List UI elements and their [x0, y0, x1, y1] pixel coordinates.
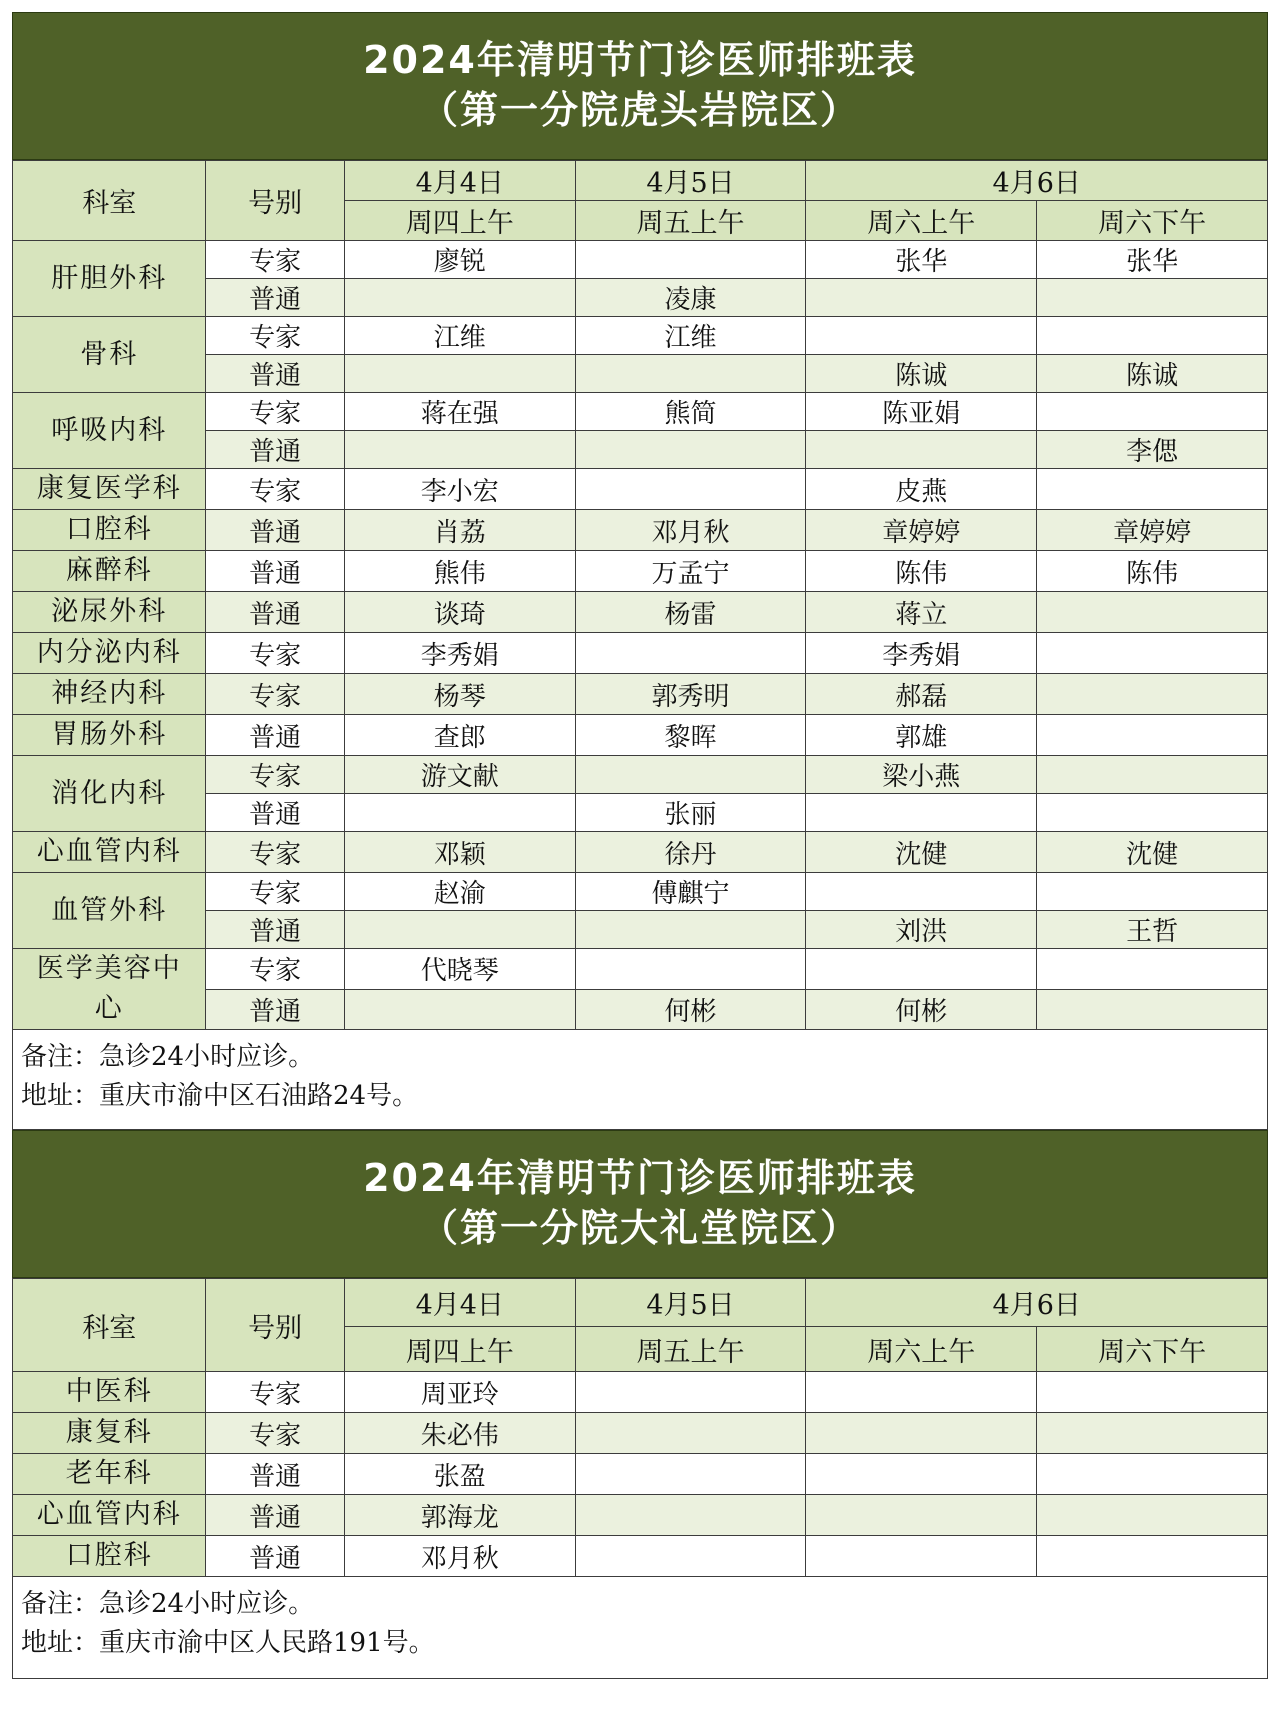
doctor-cell: 何彬: [575, 989, 806, 1030]
doctor-cell: [344, 794, 575, 832]
session-header: 周六上午: [806, 201, 1037, 241]
doctor-cell: 熊伟: [344, 551, 575, 592]
doctor-cell: 谈琦: [344, 592, 575, 633]
campus1-schedule-table: [12, 160, 1268, 1030]
table-row: [13, 1495, 1268, 1536]
doctor-cell: 郭雄: [806, 715, 1037, 756]
department-name: 呼吸内科: [13, 393, 206, 469]
doctor-cell: 邓月秋: [344, 1536, 575, 1577]
doctor-cell: 凌康: [575, 279, 806, 317]
registration-type: 普通: [206, 989, 344, 1030]
registration-type: 普通: [206, 592, 344, 633]
session-header: 周六下午: [1037, 1327, 1268, 1372]
doctor-cell: 张盈: [344, 1454, 575, 1495]
doctor-cell: [1037, 1536, 1268, 1577]
doctor-cell: [575, 469, 806, 510]
registration-type: 专家: [206, 674, 344, 715]
registration-type: 普通: [206, 715, 344, 756]
session-header: 周六上午: [806, 1327, 1037, 1372]
doctor-cell: 陈伟: [806, 551, 1037, 592]
doctor-cell: 沈健: [806, 832, 1037, 873]
table-row: [13, 1372, 1268, 1413]
doctor-cell: 皮燕: [806, 469, 1037, 510]
department-name: 骨科: [13, 317, 206, 393]
department-name: 神经内科: [13, 674, 206, 715]
doctor-cell: 徐丹: [575, 832, 806, 873]
table-row: [13, 592, 1268, 633]
campus1-emergency-note: 备注：急诊24小时应诊。: [21, 1042, 315, 1072]
doctor-cell: [1037, 1454, 1268, 1495]
registration-type: 普通: [206, 1495, 344, 1536]
session-header: 周六下午: [1037, 201, 1268, 241]
registration-type: 普通: [206, 355, 344, 393]
doctor-cell: [575, 633, 806, 674]
doctor-cell: [1037, 1495, 1268, 1536]
registration-type: 普通: [206, 551, 344, 592]
doctor-cell: 陈诚: [806, 355, 1037, 393]
campus1-title: 2024年清明节门诊医师排班表: [363, 38, 917, 82]
campus1-address: 地址：重庆市渝中区石油路24号。: [21, 1081, 419, 1111]
doctor-cell: 邓月秋: [575, 510, 806, 551]
doctor-cell: 陈伟: [1037, 551, 1268, 592]
doctor-cell: [1037, 949, 1268, 990]
campus2-title: 2024年清明节门诊医师排班表: [363, 1156, 917, 1200]
department-name: 口腔科: [13, 1536, 206, 1577]
dept-header: 科室: [13, 1279, 206, 1372]
doctor-cell: 杨琴: [344, 674, 575, 715]
doctor-cell: [575, 756, 806, 794]
campus2-emergency-note: 备注：急诊24小时应诊。: [21, 1589, 315, 1619]
registration-type: 普通: [206, 1536, 344, 1577]
campus2-schedule-table: [12, 1278, 1268, 1577]
doctor-cell: 沈健: [1037, 832, 1268, 873]
doctor-cell: [575, 241, 806, 279]
date-header: 4月4日: [344, 1279, 575, 1327]
table-row: [13, 1413, 1268, 1454]
doctor-cell: [575, 911, 806, 949]
doctor-cell: 章婷婷: [1037, 510, 1268, 551]
department-name: 肝胆外科: [13, 241, 206, 317]
table-row: [13, 756, 1268, 794]
doctor-cell: [806, 873, 1037, 911]
registration-type: 专家: [206, 469, 344, 510]
campus1-title-banner: [12, 12, 1268, 160]
doctor-cell: [1037, 317, 1268, 355]
table-row: [13, 317, 1268, 355]
doctor-cell: 傅麒宁: [575, 873, 806, 911]
doctor-cell: 蒋立: [806, 592, 1037, 633]
dept-header: 科室: [13, 161, 206, 241]
table-row: [13, 832, 1268, 873]
doctor-cell: 郭秀明: [575, 674, 806, 715]
doctor-cell: 何彬: [806, 989, 1037, 1030]
registration-type: 专家: [206, 633, 344, 674]
department-name: 心血管内科: [13, 832, 206, 873]
campus2-title-banner: [12, 1130, 1268, 1278]
table-row: [13, 393, 1268, 431]
department-name: 口腔科: [13, 510, 206, 551]
department-name: 医学美容中心: [13, 949, 206, 1030]
doctor-cell: [1037, 1372, 1268, 1413]
doctor-cell: 刘洪: [806, 911, 1037, 949]
campus1-notes: [12, 1030, 1268, 1130]
doctor-cell: [344, 431, 575, 469]
doctor-cell: [1037, 989, 1268, 1030]
doctor-cell: [806, 1495, 1037, 1536]
department-name: 心血管内科: [13, 1495, 206, 1536]
doctor-cell: [806, 431, 1037, 469]
session-header: 周五上午: [575, 1327, 806, 1372]
doctor-cell: [1037, 279, 1268, 317]
doctor-cell: 李秀娟: [344, 633, 575, 674]
table-row: [13, 1454, 1268, 1495]
doctor-cell: [344, 279, 575, 317]
type-header: 号别: [206, 1279, 344, 1372]
doctor-cell: 陈诚: [1037, 355, 1268, 393]
doctor-cell: [575, 1495, 806, 1536]
registration-type: 专家: [206, 1372, 344, 1413]
doctor-cell: 周亚玲: [344, 1372, 575, 1413]
doctor-cell: 李秀娟: [806, 633, 1037, 674]
session-header: 周四上午: [344, 1327, 575, 1372]
doctor-cell: 游文献: [344, 756, 575, 794]
registration-type: 普通: [206, 510, 344, 551]
doctor-cell: [575, 431, 806, 469]
doctor-cell: [575, 1454, 806, 1495]
doctor-cell: [575, 1413, 806, 1454]
doctor-cell: [806, 1413, 1037, 1454]
doctor-cell: 郝磊: [806, 674, 1037, 715]
doctor-cell: 张丽: [575, 794, 806, 832]
doctor-cell: 查郎: [344, 715, 575, 756]
doctor-cell: [806, 1454, 1037, 1495]
doctor-cell: [806, 1372, 1037, 1413]
doctor-cell: 赵渝: [344, 873, 575, 911]
doctor-cell: [575, 355, 806, 393]
doctor-cell: [1037, 1413, 1268, 1454]
doctor-cell: 万孟宁: [575, 551, 806, 592]
doctor-cell: [1037, 633, 1268, 674]
department-name: 胃肠外科: [13, 715, 206, 756]
doctor-cell: 肖荔: [344, 510, 575, 551]
table-row: [13, 469, 1268, 510]
doctor-cell: [1037, 715, 1268, 756]
registration-type: 专家: [206, 241, 344, 279]
doctor-cell: 蒋在强: [344, 393, 575, 431]
doctor-cell: [1037, 393, 1268, 431]
department-name: 老年科: [13, 1454, 206, 1495]
department-name: 康复科: [13, 1413, 206, 1454]
department-name: 泌尿外科: [13, 592, 206, 633]
doctor-cell: [806, 317, 1037, 355]
doctor-cell: [806, 949, 1037, 990]
table-row: [13, 633, 1268, 674]
table-row: [13, 715, 1268, 756]
registration-type: 普通: [206, 911, 344, 949]
doctor-cell: 郭海龙: [344, 1495, 575, 1536]
doctor-cell: 陈亚娟: [806, 393, 1037, 431]
doctor-cell: 江维: [575, 317, 806, 355]
doctor-cell: 廖锐: [344, 241, 575, 279]
schedule-sheet: [12, 12, 1268, 1679]
session-header: 周四上午: [344, 201, 575, 241]
registration-type: 普通: [206, 1454, 344, 1495]
doctor-cell: 熊简: [575, 393, 806, 431]
header-row-dates: [13, 161, 1268, 201]
date-header: 4月6日: [806, 161, 1268, 201]
doctor-cell: [1037, 873, 1268, 911]
doctor-cell: [575, 1536, 806, 1577]
doctor-cell: 杨雷: [575, 592, 806, 633]
doctor-cell: 李偲: [1037, 431, 1268, 469]
registration-type: 专家: [206, 317, 344, 355]
campus2-subtitle: （第一分院大礼堂院区）: [419, 1206, 860, 1250]
doctor-cell: [1037, 469, 1268, 510]
doctor-cell: [806, 279, 1037, 317]
date-header: 4月6日: [806, 1279, 1268, 1327]
table-row: [13, 674, 1268, 715]
registration-type: 普通: [206, 279, 344, 317]
doctor-cell: [344, 355, 575, 393]
campus2-address: 地址：重庆市渝中区人民路191号。: [21, 1628, 435, 1658]
department-name: 中医科: [13, 1372, 206, 1413]
doctor-cell: [575, 1372, 806, 1413]
registration-type: 专家: [206, 949, 344, 990]
doctor-cell: 江维: [344, 317, 575, 355]
doctor-cell: 黎晖: [575, 715, 806, 756]
department-name: 康复医学科: [13, 469, 206, 510]
doctor-cell: [344, 989, 575, 1030]
department-name: 血管外科: [13, 873, 206, 949]
doctor-cell: 张华: [1037, 241, 1268, 279]
table-row: [13, 551, 1268, 592]
doctor-cell: 章婷婷: [806, 510, 1037, 551]
doctor-cell: [1037, 756, 1268, 794]
table-row: [13, 1536, 1268, 1577]
department-name: 麻醉科: [13, 551, 206, 592]
type-header: 号别: [206, 161, 344, 241]
doctor-cell: [1037, 592, 1268, 633]
doctor-cell: 代晓琴: [344, 949, 575, 990]
doctor-cell: 王哲: [1037, 911, 1268, 949]
registration-type: 普通: [206, 431, 344, 469]
registration-type: 专家: [206, 756, 344, 794]
doctor-cell: [806, 794, 1037, 832]
doctor-cell: [344, 911, 575, 949]
table-row: [13, 873, 1268, 911]
registration-type: 专家: [206, 393, 344, 431]
department-name: 内分泌内科: [13, 633, 206, 674]
date-header: 4月4日: [344, 161, 575, 201]
department-name: 消化内科: [13, 756, 206, 832]
campus2-notes: [12, 1577, 1268, 1679]
doctor-cell: [575, 949, 806, 990]
table-row: [13, 510, 1268, 551]
session-header: 周五上午: [575, 201, 806, 241]
registration-type: 普通: [206, 794, 344, 832]
doctor-cell: 朱必伟: [344, 1413, 575, 1454]
table-row: [13, 949, 1268, 990]
campus1-subtitle: （第一分院虎头岩院区）: [419, 88, 860, 132]
registration-type: 专家: [206, 1413, 344, 1454]
registration-type: 专家: [206, 832, 344, 873]
date-header: 4月5日: [575, 1279, 806, 1327]
doctor-cell: 梁小燕: [806, 756, 1037, 794]
doctor-cell: [806, 1536, 1037, 1577]
doctor-cell: 邓颖: [344, 832, 575, 873]
header-row-dates: [13, 1279, 1268, 1327]
date-header: 4月5日: [575, 161, 806, 201]
doctor-cell: 李小宏: [344, 469, 575, 510]
doctor-cell: 张华: [806, 241, 1037, 279]
registration-type: 专家: [206, 873, 344, 911]
doctor-cell: [1037, 674, 1268, 715]
doctor-cell: [1037, 794, 1268, 832]
table-row: [13, 241, 1268, 279]
